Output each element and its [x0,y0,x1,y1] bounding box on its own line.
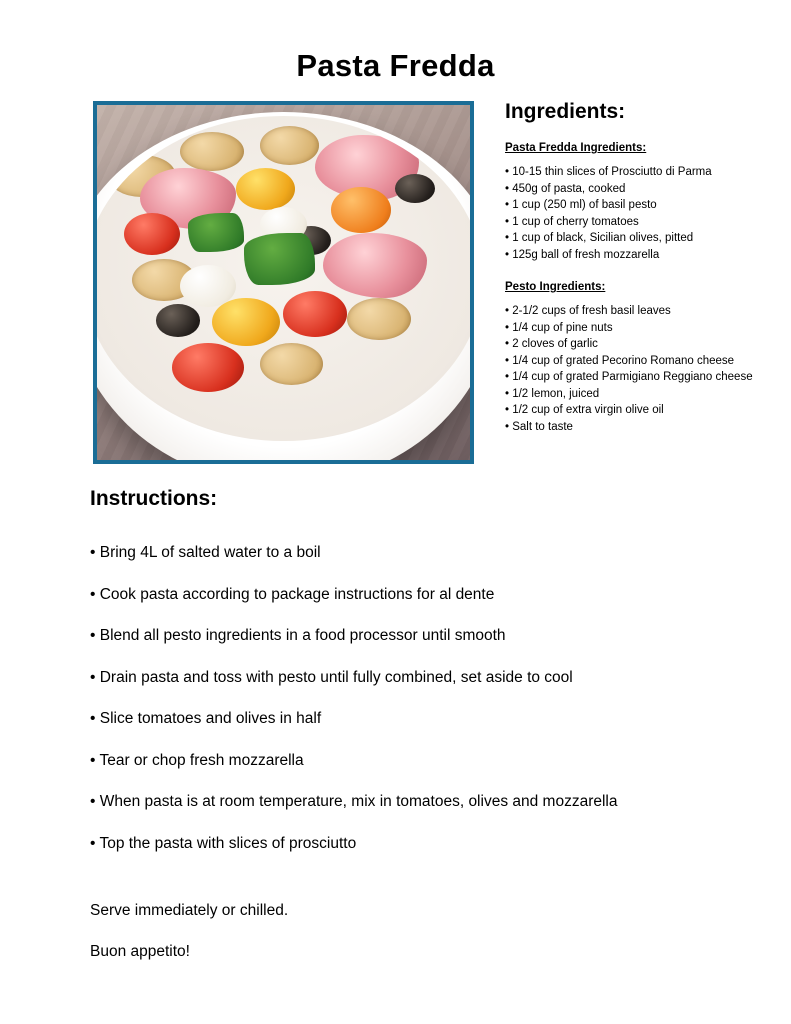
pasta-ingredients-list [505,164,755,263]
closing-line-serve: Serve immediately or chilled. [90,902,289,919]
list-item: • Salt to taste [505,420,573,433]
instructions-heading: Instructions: [90,487,218,510]
list-item: • Slice tomatoes and olives in half [90,710,322,727]
list-item: • 125g ball of fresh mozzarella [505,248,660,261]
pesto-ingredients-subheading: Pesto Ingredients: [505,281,606,293]
list-item: • 450g of pasta, cooked [505,182,626,195]
pasta-piece-icon [347,298,411,340]
closing-line-appetito: Buon appetito! [90,943,190,960]
ingredients-heading: Ingredients: [505,100,626,123]
list-item: • 1/4 cup of grated Parmigiano Reggiano cheese [505,371,753,383]
list-item: • 1/4 cup of pine nuts [505,321,613,334]
list-item: • 1 cup (250 ml) of basil pesto [505,199,657,211]
basil-leaf-icon [244,233,316,285]
list-item: • 1/4 cup of grated Pecorino Romano cheese [505,354,735,367]
pasta-piece-icon [260,343,324,385]
olive-icon [156,304,200,336]
pesto-ingredients-list [505,303,755,435]
tomato-icon [212,298,280,347]
olive-icon [395,174,435,203]
tomato-icon [283,291,347,336]
tomato-icon [172,343,244,392]
serving-bowl [97,112,470,460]
prosciutto-slice-icon [323,233,426,298]
list-item: • Drain pasta and toss with pesto until fully combined, set aside to cool [90,668,573,686]
list-item: • 1 cup of cherry tomatoes [505,215,639,228]
pasta-fredda-photo [93,101,474,464]
list-item: • Bring 4L of salted water to a boil [90,544,321,561]
list-item: • When pasta is at room temperature, mix in tomatoes, olives and mozzarella [90,793,618,810]
bowl-interior [97,116,470,441]
tomato-icon [124,213,180,255]
list-item: • Blend all pesto ingredients in a food processor until smooth [90,627,506,644]
list-item: • 1 cup of black, Sicilian olives, pitted [505,232,694,244]
page-title: Pasta Fredda [296,48,495,83]
instructions-list [90,542,710,874]
pasta-piece-icon [180,132,244,171]
list-item: • Cook pasta according to package instructions for al dente [90,585,495,603]
photo-inner [97,105,470,460]
list-item: • 2-1/2 cups of fresh basil leaves [505,305,671,317]
list-item: • 1/2 cup of extra virgin olive oil [505,404,664,416]
list-item: • 1/2 lemon, juiced [505,387,600,400]
tomato-icon [236,168,296,210]
list-item: • 10-15 thin slices of Prosciutto di Parma [505,166,712,178]
list-item: • 2 cloves of garlic [505,338,598,350]
list-item: • Tear or chop fresh mozzarella [90,751,304,769]
list-item: • Top the pasta with slices of prosciutto [90,834,357,852]
pasta-ingredients-subheading: Pasta Fredda Ingredients: [505,142,647,154]
tomato-icon [331,187,391,232]
pasta-piece-icon [260,126,320,165]
ingredients-section [505,100,755,453]
basil-leaf-icon [188,213,244,252]
